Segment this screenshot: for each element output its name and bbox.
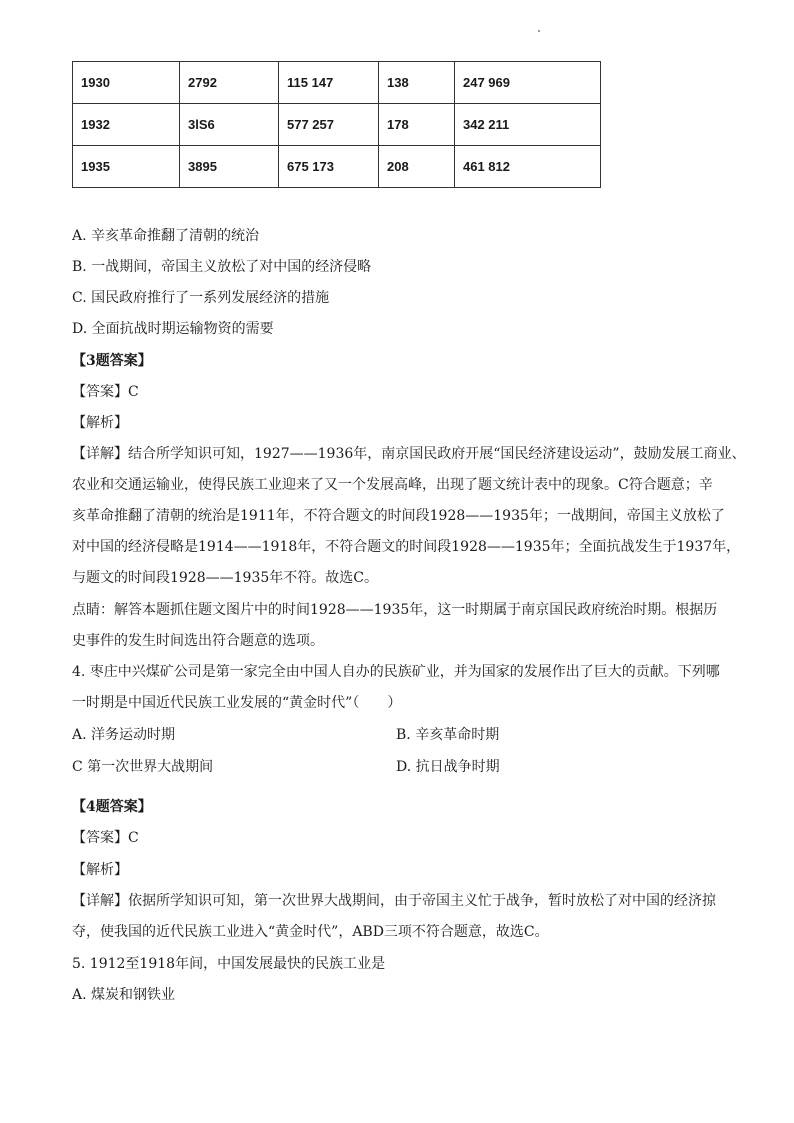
q3-tip-line: 点睛：解答本题抓住题文图片中的时间1928——1935年，这一时期属于南京国民政府统治时期。根据历 [72,602,718,618]
q3-detail-line: 亥革命推翻了清朝的统治是1911年，不符合题文的时间段1928——1935年；一战期间，帝国主义放松了 [72,508,725,524]
q3-answer: 【答案】C [72,384,139,400]
q5-stem: 5. 1912至1918年间，中国发展最快的民族工业是 [72,956,386,972]
table-cell: 342 211 [455,104,601,146]
q4-detail-line: 【详解】依据所学知识可知，第一次世界大战期间，由于帝国主义忙于战争，暂时放松了对中国的经济掠 [72,893,716,909]
table-cell: 461 812 [455,146,601,188]
q4-stem-line: 4. 枣庄中兴煤矿公司是第一家完全由中国人自办的民族矿业，并为国家的发展作出了巨大的贡献。下列哪 [72,664,720,680]
q3-option-d: D. 全面抗战时期运输物资的需要 [72,321,274,337]
q4-option-c: C 第一次世界大战期间 [72,759,214,775]
table-cell: 138 [379,62,455,104]
q3-detail-line: 与题文的时间段1928——1935年不符。故选C。 [72,570,378,586]
statistics-table [72,61,601,188]
table-cell: 577 257 [279,104,379,146]
q3-option-a: A. 辛亥革命推翻了清朝的统治 [72,228,260,244]
q3-detail-line: 【详解】结合所学知识可知，1927——1936年，南京国民政府开展“国民经济建设运动”，鼓励发展工商业、 [72,446,746,462]
table-cell: 3895 [180,146,279,188]
q4-option-d: D. 抗日战争时期 [396,759,500,775]
table-cell: 1930 [73,62,180,104]
q3-option-c: C. 国民政府推行了一系列发展经济的措施 [72,290,330,306]
scan-dot [538,30,540,32]
q4-detail-line: 夺，使我国的近代民族工业进入“黄金时代”，ABD三项不符合题意，故选C。 [72,924,549,940]
q3-analysis-label: 【解析】 [72,415,128,431]
table-cell: 178 [379,104,455,146]
table-cell: 1932 [73,104,180,146]
q4-option-b: B. 辛亥革命时期 [396,727,500,743]
q4-stem-line: 一时期是中国近代民族工业发展的“黄金时代”（ ） [72,695,402,711]
table-row [73,62,601,104]
table-row [73,104,601,146]
table-cell: 2792 [180,62,279,104]
q5-option-a: A. 煤炭和钢铁业 [72,987,176,1003]
q3-answer-heading: 【3题答案】 [72,353,152,369]
q4-answer-heading: 【4题答案】 [72,799,152,815]
q4-answer: 【答案】C [72,830,139,846]
table-cell: 675 173 [279,146,379,188]
table-cell: 115 147 [279,62,379,104]
q4-option-a: A. 洋务运动时期 [72,727,176,743]
table-cell: 1935 [73,146,180,188]
table-cell: 247 969 [455,62,601,104]
table-cell: 3lS6 [180,104,279,146]
q4-analysis-label: 【解析】 [72,862,128,878]
table-cell: 208 [379,146,455,188]
q3-option-b: B. 一战期间，帝国主义放松了对中国的经济侵略 [72,259,372,275]
q3-tip-line: 史事件的发生时间选出符合题意的选项。 [72,633,324,649]
q3-detail-line: 对中国的经济侵略是1914——1918年，不符合题文的时间段1928——1935年；全面抗战发生于1937年， [72,539,741,555]
q3-detail-line: 农业和交通运输业，使得民族工业迎来了又一个发展高峰，出现了题文统计表中的现象。C符合题意；辛 [72,477,713,493]
table-row [73,146,601,188]
